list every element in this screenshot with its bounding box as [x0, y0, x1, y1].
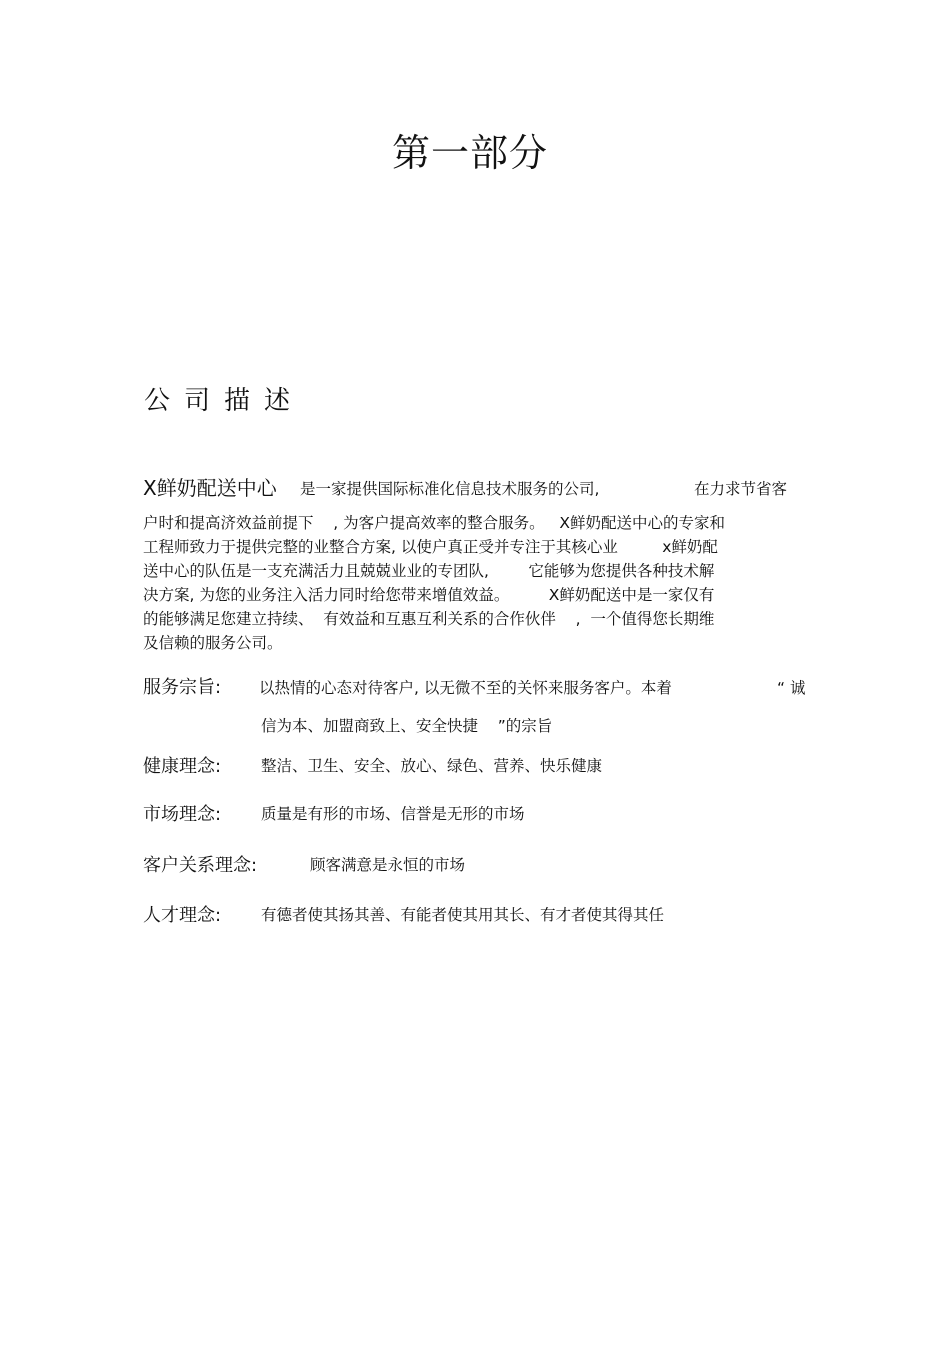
- description-line: 户时和提高济效益前提下 , 为客户提高效率的整合服务。 X鲜奶配送中心的专家和: [143, 514, 725, 532]
- talent-principle-value: 有德者使其扬其善、有能者使其用其长、有才者使其得其任: [261, 906, 665, 924]
- market-principle-value: 质量是有形的市场、信誉是无形的市场: [261, 805, 525, 823]
- description-line: 的能够满足您建立持续、 有效益和互惠互利关系的合作伙伴 , 一个值得您长期维: [143, 610, 715, 628]
- service-principle-label: 服务宗旨:: [143, 677, 222, 698]
- service-principle-line1-tail: “ 诚: [777, 679, 806, 697]
- description-line: 及信赖的服务公司。: [143, 634, 283, 652]
- service-principle-line2: 信为本、加盟商致上、安全快捷 ”的宗旨: [261, 717, 553, 735]
- service-principle-line1: 以热情的心态对待客户, 以无微不至的关怀来服务客户。本着: [259, 679, 672, 697]
- customer-principle-label: 客户关系理念:: [143, 855, 258, 876]
- description-first-line-tail: 在力求节省客: [694, 480, 788, 498]
- talent-principle-label: 人才理念:: [143, 905, 222, 926]
- description-line: 工程师致力于提供完整的业整合方案, 以使户真正受并专注于其核心业 x鲜奶配: [143, 538, 718, 556]
- description-line: 送中心的队伍是一支充满活力且兢兢业业的专团队, 它能够为您提供各种技术解: [143, 562, 715, 580]
- company-name: X鲜奶配送中心: [143, 476, 277, 500]
- description-first-line: 是一家提供国际标准化信息技术服务的公司,: [300, 480, 600, 498]
- health-principle-value: 整洁、卫生、安全、放心、绿色、营养、快乐健康: [261, 757, 603, 775]
- section-title: 公司描述: [144, 386, 305, 416]
- market-principle-label: 市场理念:: [143, 804, 222, 825]
- description-line: 决方案, 为您的业务注入活力同时给您带来增值效益。 X鲜奶配送中是一家仅有: [143, 586, 715, 604]
- health-principle-label: 健康理念:: [143, 756, 222, 777]
- customer-principle-value: 顾客满意是永恒的市场: [310, 856, 466, 874]
- part-title: 第一部分: [391, 131, 548, 175]
